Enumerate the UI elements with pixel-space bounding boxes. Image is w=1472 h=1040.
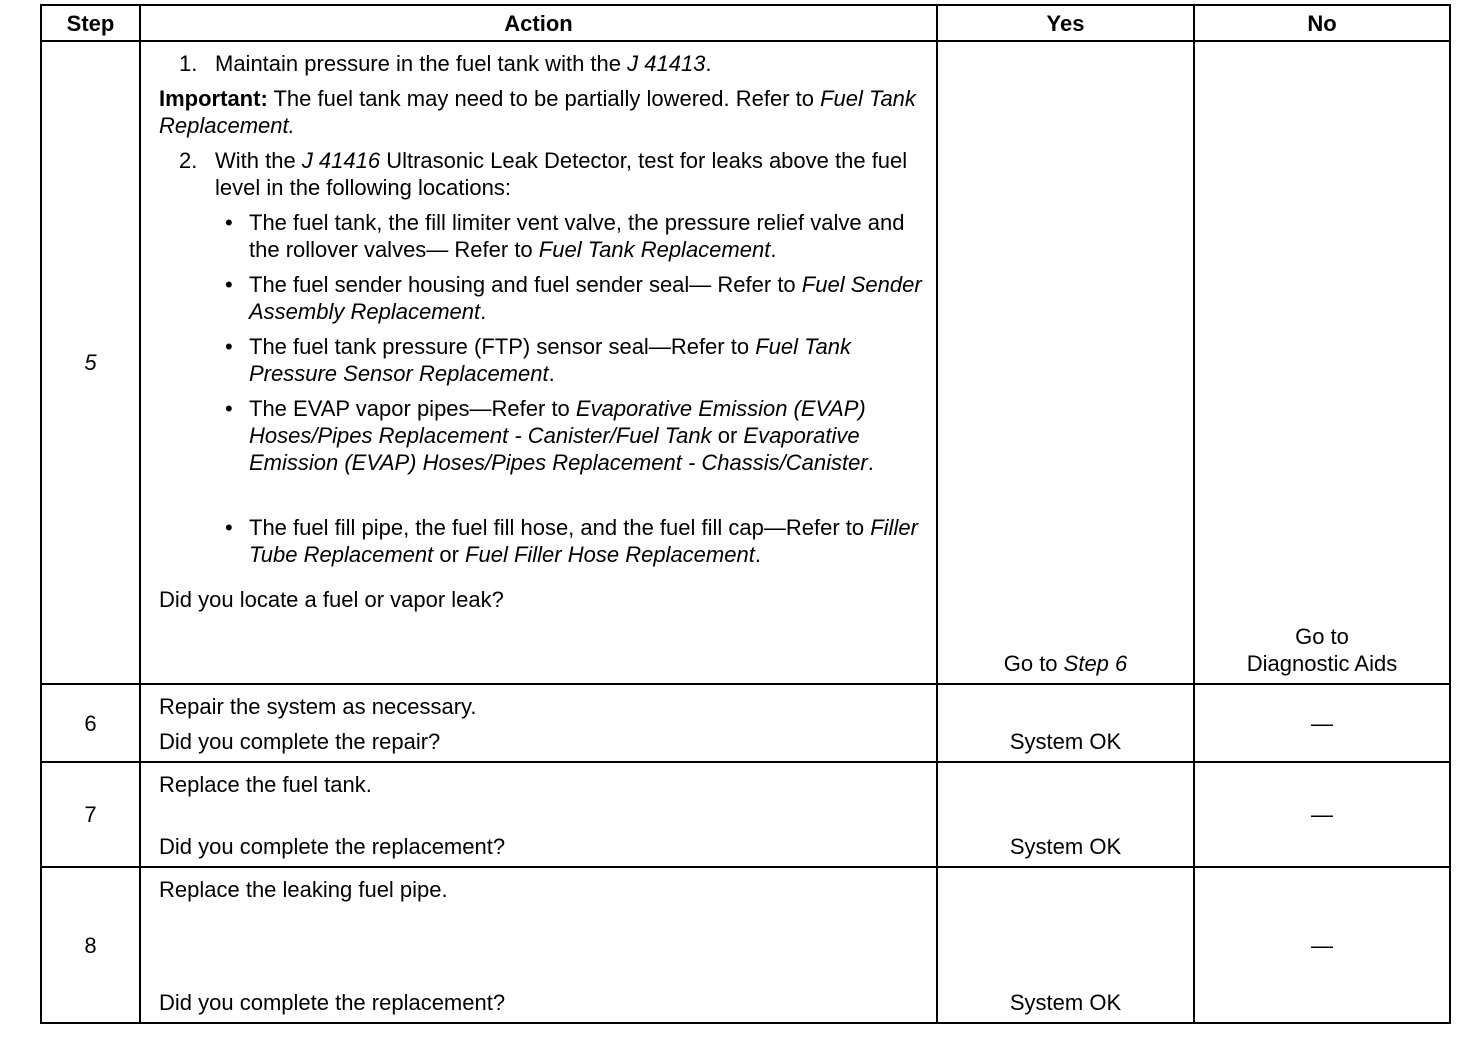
location-4-or: or <box>711 423 744 448</box>
location-2-text: The fuel sender housing and fuel sender seal— Refer to <box>249 272 802 297</box>
location-4-ref-1: Evaporative Emission (EVAP) Hoses/Pipes Replacement - Canister/Fuel Tank <box>249 396 866 448</box>
step-2-text-a: With the <box>215 148 302 173</box>
no-cell-6: — <box>1194 684 1450 762</box>
yes-5-prefix: Go to <box>1003 651 1064 676</box>
step-2-text-b: Ultrasonic Leak Detector, test for leaks above the fuel level in the following locations: <box>215 148 908 200</box>
step-1-text: Maintain pressure in the fuel tank with the <box>215 51 628 76</box>
no-cell-5 <box>1194 41 1450 684</box>
action-7-text: Replace the fuel tank. <box>159 772 372 797</box>
step-number-8: 8 <box>41 867 140 1023</box>
action-cell-7 <box>140 762 937 867</box>
action-steps-list <box>159 50 928 77</box>
yes-cell-8: System OK <box>937 867 1194 1023</box>
action-cell-8 <box>140 867 937 1023</box>
header-yes: Yes <box>937 5 1194 41</box>
header-row <box>41 5 1450 41</box>
action-cell-5 <box>140 41 937 684</box>
important-note <box>159 85 928 139</box>
bullet-icon: • <box>225 334 233 359</box>
action-step-2 <box>159 147 928 201</box>
location-1-text: The fuel tank, the fill limiter vent valve, the pressure relief valve and the rollover valves— Refer to <box>249 210 905 262</box>
action-8-text: Replace the leaking fuel pipe. <box>159 877 448 902</box>
question-7: Did you complete the replacement? <box>159 834 506 859</box>
leak-locations-list <box>159 209 928 568</box>
question-6: Did you complete the repair? <box>159 729 441 754</box>
action-steps-list-2 <box>159 147 928 201</box>
location-item-1 <box>159 209 928 263</box>
location-3-text: The fuel tank pressure (FTP) sensor seal—Refer to <box>249 334 756 359</box>
yes-cell-5 <box>937 41 1194 684</box>
action-6-text: Repair the system as necessary. <box>159 694 477 719</box>
no-5-line-1: Go to <box>1295 624 1349 649</box>
step-1-number: 1. <box>179 51 198 76</box>
bullet-icon: • <box>225 272 233 297</box>
location-4-text: The EVAP vapor pipes—Refer to <box>249 396 576 421</box>
location-item-2 <box>159 271 928 325</box>
location-1-ref: Fuel Tank Replacement <box>538 237 771 262</box>
action-step-1 <box>159 50 928 77</box>
yes-cell-6: System OK <box>937 684 1194 762</box>
bullet-icon: • <box>225 210 233 235</box>
table-row-step-7 <box>41 762 1450 867</box>
location-5-text: The fuel fill pipe, the fuel fill hose, and the fuel fill cap—Refer to <box>249 515 871 540</box>
location-2-ref: Fuel Sender Assembly Replacement <box>249 272 922 324</box>
location-2-end: . <box>480 299 487 324</box>
important-label: Important: <box>159 86 268 111</box>
location-4-end: . <box>867 450 874 475</box>
location-4-ref-2: Evaporative Emission (EVAP) Hoses/Pipes Replacement - Chassis/Canister <box>249 423 868 475</box>
step-number-6: 6 <box>41 684 140 762</box>
location-5-ref-2: Fuel Filler Hose Replacement <box>465 542 755 567</box>
step-number-7: 7 <box>41 762 140 867</box>
tool-j41413: J 41413 <box>627 51 706 76</box>
tool-j41416: J 41416 <box>301 148 381 173</box>
location-5-ref-1: Filler Tube Replacement <box>249 515 918 567</box>
bullet-icon: • <box>225 396 233 421</box>
no-cell-8: — <box>1194 867 1450 1023</box>
location-3-end: . <box>548 361 555 386</box>
question-8: Did you complete the replacement? <box>159 990 506 1015</box>
location-item-5 <box>159 514 928 568</box>
location-1-end: . <box>770 237 777 262</box>
yes-5-ref: Step 6 <box>1063 651 1128 676</box>
bullet-icon: • <box>225 515 233 540</box>
question-5: Did you locate a fuel or vapor leak? <box>159 587 504 612</box>
location-5-end: . <box>754 542 761 567</box>
header-action: Action <box>140 5 937 41</box>
table-row-step-5 <box>41 41 1450 684</box>
header-step: Step <box>41 5 140 41</box>
no-cell-7: — <box>1194 762 1450 867</box>
header-no: No <box>1194 5 1450 41</box>
step-2-number: 2. <box>179 148 198 173</box>
important-text: The fuel tank may need to be partially lowered. Refer to <box>267 86 821 111</box>
location-item-3 <box>159 333 928 387</box>
important-ref: Fuel Tank Replacement. <box>159 86 916 138</box>
location-item-4 <box>159 395 928 476</box>
table-row-step-6 <box>41 684 1450 762</box>
location-3-ref: Fuel Tank Pressure Sensor Replacement <box>249 334 852 386</box>
diagnostic-table <box>40 4 1451 1024</box>
action-cell-6 <box>140 684 937 762</box>
yes-cell-7: System OK <box>937 762 1194 867</box>
no-5-line-2: Diagnostic Aids <box>1246 651 1398 676</box>
table-row-step-8 <box>41 867 1450 1023</box>
step-number-5: 5 <box>41 41 140 684</box>
location-5-or: or <box>433 542 466 567</box>
diagnostic-table-page <box>40 4 1449 1024</box>
step-1-end: . <box>705 51 712 76</box>
